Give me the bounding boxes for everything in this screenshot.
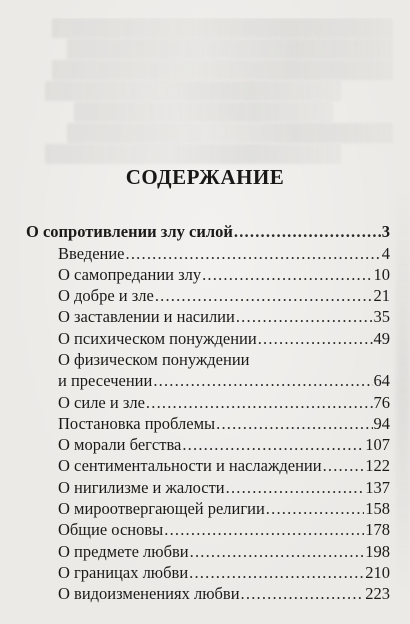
toc-entry-label: О мироотвергающей религии	[58, 499, 265, 519]
toc-page-number: 223	[365, 584, 390, 604]
toc-entry-label: О самопредании злу	[58, 264, 202, 284]
leader-dots	[226, 478, 365, 498]
toc-entry[interactable]	[26, 371, 390, 391]
toc-entry-label: О нигилизме и жалости	[58, 477, 225, 497]
toc-page-number: 198	[365, 541, 390, 561]
toc-page-number: 21	[373, 286, 390, 306]
toc-entry-label: О силе и зле	[58, 392, 145, 412]
leader-dots	[258, 329, 373, 349]
toc-entry-label: О добре и зле	[58, 286, 154, 306]
toc-page-number: 210	[365, 562, 390, 582]
toc-entry-label: О предмете любви	[58, 541, 189, 561]
leader-dots	[323, 456, 365, 476]
toc-page-number: 49	[373, 328, 390, 348]
toc-page-number: 94	[373, 413, 390, 433]
leader-dots	[126, 244, 381, 264]
leader-dots	[182, 435, 364, 455]
toc-entry-label: О заставлении и насилии	[58, 307, 235, 327]
toc-entry-label: О видоизменениях любви	[58, 584, 240, 604]
toc-page-number: 158	[365, 499, 390, 519]
toc-entry-label: О морали бегства	[58, 435, 182, 455]
toc-entry[interactable]	[26, 478, 390, 498]
bleed-through-margin	[396, 190, 410, 590]
bleed-through-text	[30, 18, 400, 168]
toc-page-number: 107	[365, 435, 390, 455]
toc-entry[interactable]	[26, 307, 390, 327]
toc-entry[interactable]	[26, 542, 390, 562]
toc-entry-first-line[interactable]: О физическом понуждении	[58, 349, 250, 369]
table-of-contents	[26, 222, 390, 606]
leader-dots	[236, 307, 373, 327]
toc-entry[interactable]	[26, 393, 390, 413]
toc-entry[interactable]	[26, 414, 390, 434]
toc-entry[interactable]	[26, 456, 390, 476]
toc-page-number: 64	[373, 371, 390, 391]
toc-entry-label: О границах любви	[58, 562, 189, 582]
leader-dots	[190, 542, 365, 562]
toc-entry-label: Введение	[58, 243, 125, 263]
toc-page-number: 76	[373, 392, 390, 412]
leader-dots	[234, 222, 381, 242]
leader-dots	[164, 520, 364, 540]
leader-dots	[153, 371, 372, 391]
toc-entry[interactable]	[26, 329, 390, 349]
leader-dots	[155, 286, 373, 306]
toc-page-number: 4	[381, 243, 390, 263]
toc-entry-label: О сентиментальности и наслаждении	[58, 456, 322, 476]
toc-entry[interactable]	[26, 499, 390, 519]
toc-entry[interactable]	[26, 286, 390, 306]
toc-entry[interactable]	[26, 563, 390, 583]
toc-entry-label: О психическом понуждении	[58, 328, 257, 348]
toc-entry-label: Постановка проблемы	[58, 413, 216, 433]
toc-entry[interactable]	[26, 584, 390, 604]
toc-page-number: 35	[373, 307, 390, 327]
toc-page-number: 122	[365, 456, 390, 476]
leader-dots	[189, 563, 364, 583]
toc-entry[interactable]	[26, 520, 390, 540]
toc-entry-main[interactable]	[26, 222, 390, 242]
leader-dots	[241, 584, 365, 604]
toc-page-number: 10	[373, 264, 390, 284]
page-title: СОДЕРЖАНИЕ	[125, 165, 285, 189]
leader-dots	[216, 414, 372, 434]
toc-entry-label: О сопротивлении злу силой	[26, 222, 233, 241]
toc-page-number: 137	[365, 477, 390, 497]
toc-page-number: 178	[365, 520, 390, 540]
toc-entry-label: и пресечении	[58, 371, 153, 391]
leader-dots	[146, 393, 373, 413]
toc-entry[interactable]	[26, 265, 390, 285]
leader-dots	[202, 265, 372, 285]
toc-page-number: 3	[381, 222, 390, 241]
toc-entry-label: Общие основы	[58, 520, 164, 540]
toc-entry[interactable]	[26, 244, 390, 264]
leader-dots	[266, 499, 364, 519]
toc-entry[interactable]	[26, 435, 390, 455]
